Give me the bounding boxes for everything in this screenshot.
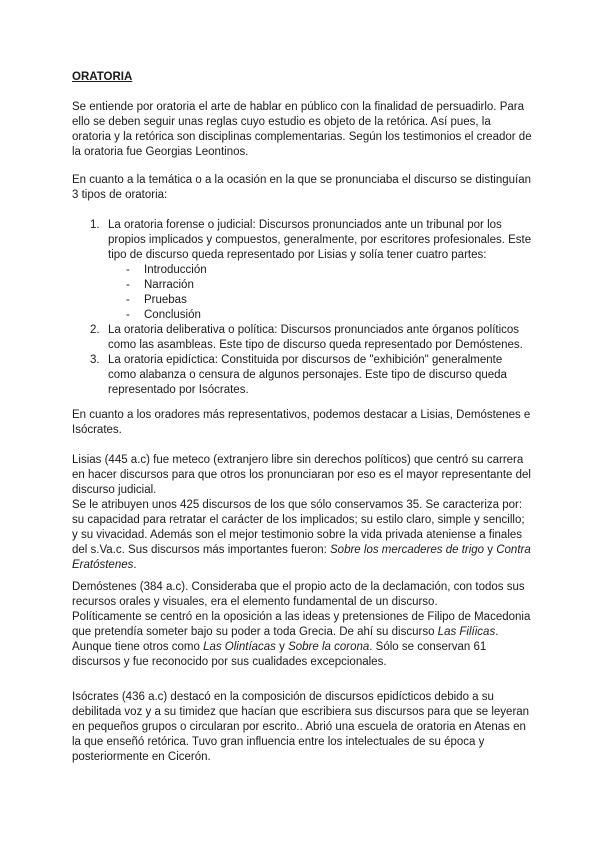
- work-title: Las Olintíacas: [203, 641, 276, 653]
- list-item: [72, 353, 532, 398]
- intro-paragraph: Se entiende por oratoria el arte de hablar en público con la finalidad de persuadirlo. Para ello se deben seguir unas reglas cuyo estudio es objeto de la retórica. Así pues, la oratoria y la retórica son disciplinas complementarias. Según los testimonios el creador de la oratoria fue Georgias Leontinos.: [72, 101, 532, 158]
- parts-sublist: [108, 263, 532, 323]
- work-title: Sobre la corona: [288, 641, 370, 653]
- list-item: [72, 218, 532, 323]
- types-intro-paragraph: En cuanto a la temática o a la ocasión en la que se pronunciaba el discurso se distinguían 3 tipos de oratoria:: [72, 174, 532, 201]
- work-title: Contra Eratóstenes: [72, 544, 531, 571]
- sublist-item-text: Pruebas: [144, 294, 187, 306]
- sublist-item-text: Conclusión: [144, 309, 201, 321]
- oratory-types-list: [72, 218, 532, 398]
- demostenes-section: [72, 580, 532, 670]
- list-number: 3.: [90, 354, 100, 366]
- list-number: 1.: [90, 219, 100, 231]
- lisias-paragraph-2: Se le atribuyen unos 425 discursos de los que sólo conservamos 35. Se caracteriza por: su capacidad para retratar el carácter de los implicados; su estilo claro, simple y sencillo; y su vivacidad. Además son el mejor testimonio sobre la vida privada ateniense a finales del s.Va.c. Sus discursos más importantes fueron: Sobre los mercaderes de trigo y Contra Eratóstenes.: [72, 499, 531, 571]
- demostenes-paragraph-1: Demóstenes (384 a.c). Consideraba que el propio acto de la declamación, con todos sus recursos orales y visuales, era el elemento fundamental de un discurso.: [72, 581, 525, 608]
- orators-intro-paragraph: En cuanto a los oradores más representativos, podemos destacar a Lisias, Demóstenes e Isócrates.: [72, 409, 531, 436]
- list-item-text: La oratoria epidíctica: Constituida por discursos de "exhibición" generalmente como alabanza o censura de algunos personajes. Este tipo de discurso queda representado por Isócrates.: [108, 354, 507, 396]
- sublist-item: - Conclusión: [126, 309, 201, 321]
- work-title: Las Filíicas: [437, 626, 496, 638]
- isocrates-paragraph: Isócrates (436 a.c) destacó en la composición de discursos epidícticos debido a su debilitada voz y a su timidez que hacían que escribiera sus discursos para que se leyeran en pequeños grupos o circularan por escrito.. Abrió una escuela de oratoria en Atenas en la que enseñó retórica. Tuvo gran influencia entre los intelectuales de su época y posteriormente en Cicerón.: [72, 691, 530, 763]
- page-title: ORATORIA: [72, 71, 133, 83]
- list-item-text: La oratoria forense o judicial: Discursos pronunciados ante un tribunal por los propios implicados y compuestos, generalmente, por escritores profesionales. Este tipo de discurso queda representado por Lisias y solía tener cuatro partes:: [108, 219, 532, 261]
- sublist-item: - Narración: [126, 279, 194, 291]
- sublist-item: - Introducción: [126, 264, 207, 276]
- list-number: 2.: [90, 324, 100, 336]
- list-item: [72, 323, 532, 353]
- sublist-item-text: Narración: [144, 279, 194, 291]
- sublist-item: - Pruebas: [126, 294, 187, 306]
- lisias-section: [72, 453, 532, 573]
- work-title: Sobre los mercaderes de trigo: [330, 544, 485, 556]
- list-item-text: La oratoria deliberativa o política: Discursos pronunciados ante órganos políticos como las asambleas. Este tipo de discurso queda representado por Demóstenes.: [108, 324, 523, 351]
- demostenes-paragraph-2: Políticamente se centró en la oposición a las ideas y pretensiones de Filipo de Macedonia que pretendía someter bajo su poder a toda Grecia. De ahí su discurso Las Filíicas. Aunque tiene otros como Las Olintíacas y Sobre la corona. Sólo se conservan 61 discursos y fue reconocido por sus cualidades excepcionales.: [72, 611, 531, 668]
- sublist-item-text: Introducción: [144, 264, 207, 276]
- lisias-paragraph-1: Lisias (445 a.c) fue meteco (extranjero libre sin derechos políticos) que centró su carrera en hacer discursos para que otros los pronunciaran por eso es el mayor representante del discurso judicial.: [72, 454, 531, 496]
